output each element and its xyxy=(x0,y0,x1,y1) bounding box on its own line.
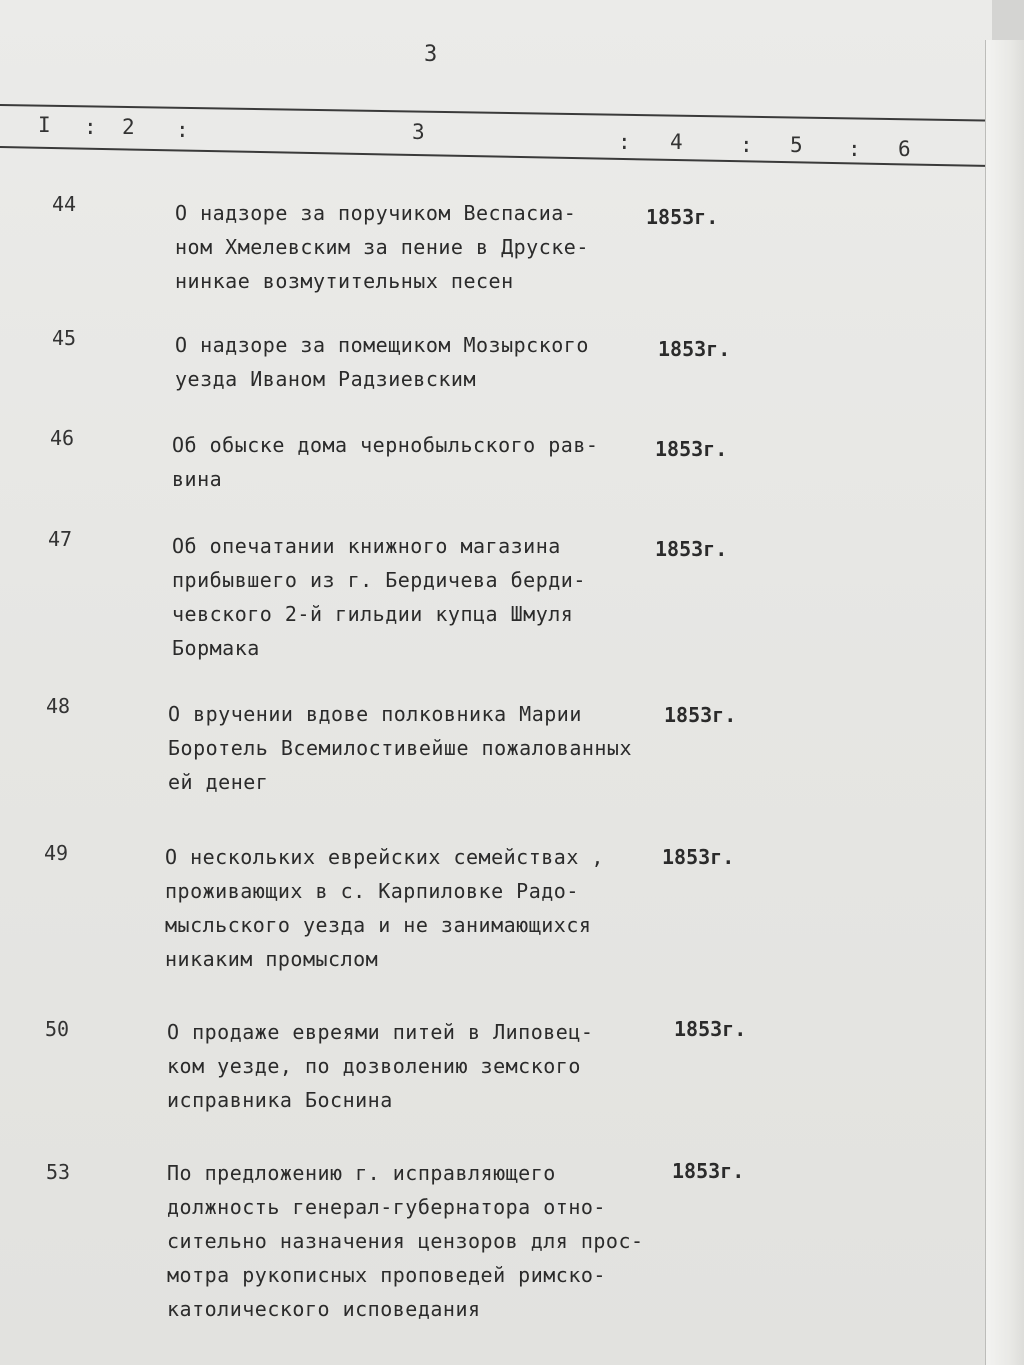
row-description xyxy=(175,196,589,298)
row-description xyxy=(167,1156,644,1326)
row-year: 1853г. xyxy=(664,703,737,727)
description-line: мысльского уезда и не занимающихся xyxy=(165,913,592,937)
description-line: Об обыске дома чернобыльского рав- xyxy=(172,433,599,457)
row-number: 47 xyxy=(48,527,73,551)
row-description xyxy=(168,697,632,799)
row-number: 49 xyxy=(44,841,69,865)
page-number: 3 xyxy=(424,42,438,67)
header-top-rule xyxy=(0,104,992,122)
row-description xyxy=(165,840,604,976)
row-number: 45 xyxy=(52,326,77,350)
column-separator: : xyxy=(84,115,97,139)
row-description xyxy=(167,1015,593,1117)
description-line: мотра рукописных проповедей римско- xyxy=(167,1263,606,1287)
row-description xyxy=(175,328,589,396)
description-line: проживающих в с. Карпиловке Радо- xyxy=(165,879,579,903)
row-year: 1853г. xyxy=(655,537,728,561)
description-line: католического исповедания xyxy=(167,1297,481,1321)
description-line: Об опечатании книжного магазина xyxy=(172,534,561,558)
page-edge xyxy=(985,40,1024,1365)
description-line: ей денег xyxy=(168,770,269,794)
description-line: О продаже евреями питей в Липовец- xyxy=(167,1020,594,1044)
description-line: Боротель Всемилостивейше пожалованных xyxy=(168,736,633,760)
description-line: исправника Боснина xyxy=(167,1088,393,1112)
description-line: вина xyxy=(172,467,223,491)
row-year: 1853г. xyxy=(646,205,719,229)
description-line: ком уезде, по дозволению земского xyxy=(167,1054,581,1078)
column-header-5: 5 xyxy=(790,133,803,157)
column-separator: : xyxy=(848,137,861,161)
row-number: 53 xyxy=(46,1160,71,1184)
row-number: 50 xyxy=(45,1017,70,1041)
row-year: 1853г. xyxy=(672,1159,745,1183)
description-line: никаким промыслом xyxy=(165,947,379,971)
description-line: должность генерал-губернатора отно- xyxy=(167,1195,606,1219)
column-header-4: 4 xyxy=(670,130,683,154)
row-year: 1853г. xyxy=(662,845,735,869)
description-line: О вручении вдове полковника Марии xyxy=(168,702,582,726)
description-line: О нескольких еврейских семействах , xyxy=(165,845,604,869)
row-description xyxy=(172,428,598,496)
row-number: 46 xyxy=(50,426,75,450)
column-separator: : xyxy=(740,133,753,157)
row-year: 1853г. xyxy=(655,437,728,461)
column-separator: : xyxy=(618,130,631,154)
column-header-3: 3 xyxy=(412,120,425,144)
description-line: нинкае возмутительных песен xyxy=(175,269,514,293)
row-year: 1853г. xyxy=(658,337,731,361)
description-line: чевского 2-й гильдии купца Шмуля xyxy=(172,602,574,626)
column-header-2: 2 xyxy=(122,115,135,139)
column-header-6: 6 xyxy=(898,137,911,161)
column-header-1: I xyxy=(38,113,51,137)
row-number: 44 xyxy=(52,192,77,216)
column-separator: : xyxy=(176,118,189,142)
header-bottom-rule xyxy=(0,146,992,167)
description-line: прибывшего из г. Бердичева берди- xyxy=(172,568,586,592)
row-year: 1853г. xyxy=(674,1017,747,1041)
description-line: ном Хмелевским за пение в Друске- xyxy=(175,235,589,259)
description-line: О надзоре за поручиком Веспасиа- xyxy=(175,201,577,225)
row-description xyxy=(172,529,586,665)
description-line: По предложению г. исправляющего xyxy=(167,1161,556,1185)
description-line: О надзоре за помещиком Мозырского xyxy=(175,333,589,357)
description-line: уезда Иваном Радзиевским xyxy=(175,367,476,391)
row-number: 48 xyxy=(46,694,71,718)
description-line: Бормака xyxy=(172,636,260,660)
description-line: сительно назначения цензоров для прос- xyxy=(167,1229,644,1253)
